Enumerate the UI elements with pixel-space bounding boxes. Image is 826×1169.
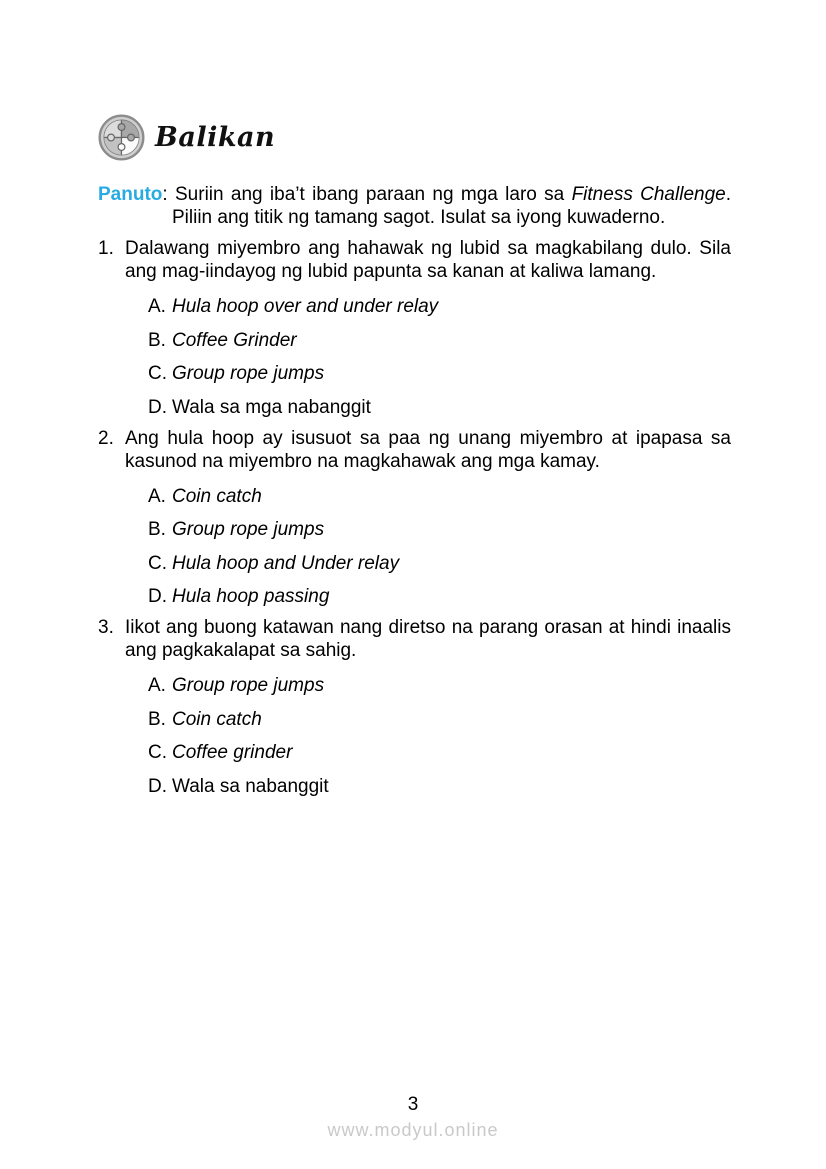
question-3 <box>98 616 731 798</box>
option-text: Group rope jumps <box>172 519 325 540</box>
option-c <box>148 741 731 764</box>
options-list <box>98 295 731 419</box>
options-list <box>98 485 731 609</box>
question-text <box>98 427 731 473</box>
instruction <box>98 183 731 229</box>
option-letter: B. <box>148 708 166 730</box>
option-text: Hula hoop passing <box>172 586 330 607</box>
option-text: Wala sa nabanggit <box>172 775 329 797</box>
option-letter: C. <box>148 552 167 574</box>
question-body: Ang hula hoop ay isusuot sa paa ng unang miyembro at ipapasa sa kasunod na miyembro na magkahawak ang mga kamay. <box>125 427 731 472</box>
option-text: Wala sa mga nabanggit <box>172 396 371 418</box>
option-text: Coffee grinder <box>172 742 293 763</box>
option-text: Hula hoop and Under relay <box>172 552 400 574</box>
puzzle-icon <box>98 114 145 161</box>
option-text: Coffee Grinder <box>172 329 297 351</box>
option-b <box>148 518 731 541</box>
option-letter: D. <box>148 775 167 797</box>
question-text <box>98 237 731 283</box>
instruction-italic-term: Fitness Challenge <box>571 184 726 205</box>
option-d <box>148 585 731 608</box>
question-body: Dalawang miyembro ang hahawak ng lubid sa magkabilang dulo. Sila ang mag-iindayog ng lubid papunta sa kanan at kaliwa lamang. <box>125 238 731 282</box>
option-letter: D. <box>148 586 167 607</box>
option-text: Group rope jumps <box>172 363 325 384</box>
question-2 <box>98 427 731 609</box>
option-d <box>148 396 731 419</box>
instruction-separator: : <box>162 184 175 205</box>
instruction-text: Suriin ang iba’t ibang paraan ng mga laro sa <box>175 184 572 205</box>
option-text: Coin catch <box>172 708 262 730</box>
option-b <box>148 329 731 352</box>
page-title: Balikan <box>155 122 276 153</box>
question-number: 1. <box>98 238 114 259</box>
content <box>98 183 731 798</box>
option-text: Group rope jumps <box>172 675 325 696</box>
question-number: 2. <box>98 427 114 449</box>
option-a <box>148 295 731 318</box>
option-letter: A. <box>148 296 166 317</box>
option-letter: A. <box>148 485 166 507</box>
instruction-label: Panuto <box>98 184 163 205</box>
watermark: www.modyul.online <box>327 1120 499 1140</box>
option-letter: B. <box>148 329 166 351</box>
page-number: 3 <box>407 1094 419 1115</box>
options-list <box>98 674 731 798</box>
question-text <box>98 616 731 662</box>
question-body: Iikot ang buong katawan nang diretso na parang orasan at hindi inaalis ang pagkakalapat sa sahig. <box>125 617 731 661</box>
option-letter: C. <box>148 742 167 763</box>
question-1 <box>98 237 731 419</box>
option-letter: A. <box>148 675 166 696</box>
option-a <box>148 485 731 508</box>
option-d <box>148 775 731 798</box>
option-a <box>148 674 731 697</box>
option-text: Hula hoop over and under relay <box>172 296 439 317</box>
option-letter: C. <box>148 363 167 384</box>
option-letter: D. <box>148 396 167 418</box>
instruction-text-after: . Piliin ang titik ng tamang sagot. Isulat sa iyong kuwaderno. <box>172 184 731 228</box>
question-number: 3. <box>98 617 114 638</box>
option-b <box>148 708 731 731</box>
option-c <box>148 362 731 385</box>
header <box>98 114 275 161</box>
option-text: Coin catch <box>172 485 262 507</box>
option-letter: B. <box>148 519 166 540</box>
option-c <box>148 552 731 575</box>
